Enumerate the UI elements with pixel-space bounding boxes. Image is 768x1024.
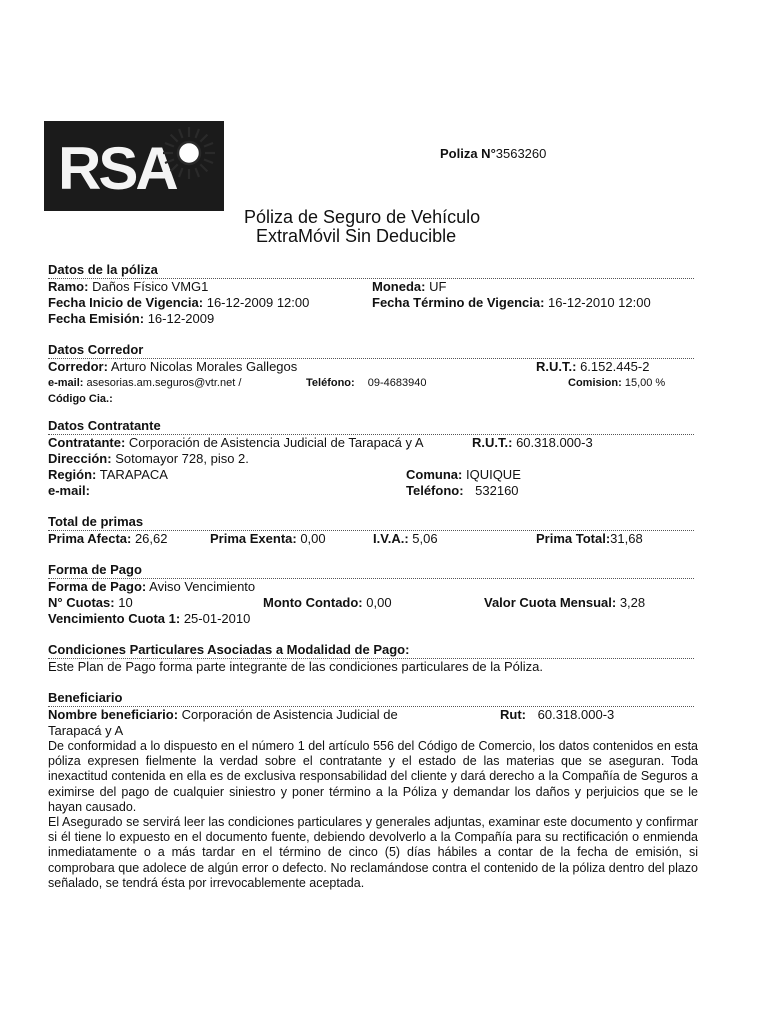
contratante-rut-value: 60.318.000-3 xyxy=(516,435,593,450)
beneficiario-value-line2: Tarapacá y A xyxy=(48,723,124,738)
corredor-telefono-label: Teléfono: xyxy=(306,377,355,389)
corredor-email-value: asesorias.am.seguros@vtr.net / xyxy=(86,377,242,389)
corredor-email-label: e-mail: xyxy=(48,377,84,389)
forma-pago-label: Forma de Pago: xyxy=(48,579,147,594)
beneficiario-rut-label: Rut: xyxy=(500,707,526,722)
vencimiento-label: Vencimiento Cuota 1: xyxy=(48,611,181,626)
ramo-label: Ramo: xyxy=(48,279,89,294)
prima-afecta-value: 26,62 xyxy=(134,531,168,546)
section-heading: Beneficiario xyxy=(48,690,694,707)
comuna-label: Comuna: xyxy=(406,467,463,482)
beneficiario-label: Nombre beneficiario: xyxy=(48,707,179,722)
region-value: TARAPACA xyxy=(99,467,168,482)
section-heading: Total de primas xyxy=(48,514,694,531)
contratante-telefono-label: Teléfono: xyxy=(406,483,464,498)
prima-afecta-label: Prima Afecta: xyxy=(48,531,132,546)
cuotas-label: N° Cuotas: xyxy=(48,595,115,610)
contratante-telefono-value: 532160 xyxy=(475,483,519,498)
policy-number-label: Poliza N° xyxy=(440,146,496,161)
policy-number xyxy=(440,146,546,161)
moneda-label: Moneda: xyxy=(372,279,426,294)
inicio-vigencia-label: Fecha Inicio de Vigencia: xyxy=(48,295,204,310)
prima-total-value: 31,68 xyxy=(610,531,643,546)
termino-vigencia-label: Fecha Término de Vigencia: xyxy=(372,295,545,310)
corredor-value: Arturo Nicolas Morales Gallegos xyxy=(110,359,298,374)
section-heading: Datos Contratante xyxy=(48,418,694,435)
cuotas-value: 10 xyxy=(118,595,133,610)
beneficiario-rut-value: 60.318.000-3 xyxy=(537,707,615,722)
forma-pago-value: Aviso Vencimiento xyxy=(149,579,256,594)
vencimiento-value: 25-01-2010 xyxy=(183,611,251,626)
contratante-rut-label: R.U.T.: xyxy=(472,435,513,450)
comision-label: Comision: xyxy=(568,377,622,389)
contratante-email-label: e-mail: xyxy=(48,483,90,498)
monto-contado-label: Monto Contado: xyxy=(263,595,363,610)
sun-logo-icon xyxy=(160,124,218,182)
section-total-primas xyxy=(48,514,694,547)
policy-number-value: 3563260 xyxy=(495,146,547,161)
title-line-1: Póliza de Seguro de Vehículo xyxy=(244,207,481,227)
section-datos-poliza xyxy=(48,262,694,327)
monto-contado-value: 0,00 xyxy=(366,595,392,610)
section-heading: Condiciones Particulares Asociadas a Modalidad de Pago: xyxy=(48,642,694,659)
prima-exenta-label: Prima Exenta: xyxy=(210,531,297,546)
valor-cuota-value: 3,28 xyxy=(619,595,646,610)
title-line-2: ExtraMóvil Sin Deducible xyxy=(256,226,457,246)
emision-label: Fecha Emisión: xyxy=(48,311,145,326)
region-label: Región: xyxy=(48,467,97,482)
iva-value: 5,06 xyxy=(412,531,438,546)
comuna-value: IQUIQUE xyxy=(465,467,521,482)
codigo-cia-label: Código Cia.: xyxy=(48,393,113,405)
corredor-rut-value: 6.152.445-2 xyxy=(580,359,650,374)
iva-label: I.V.A.: xyxy=(373,531,409,546)
ramo-value: Daños Físico VMG1 xyxy=(92,279,209,294)
section-beneficiario xyxy=(48,690,698,891)
direccion-value: Sotomayor 728, piso 2. xyxy=(115,451,249,466)
corredor-rut-label: R.U.T.: xyxy=(536,359,577,374)
corredor-telefono-value: 09-4683940 xyxy=(367,377,427,389)
section-condiciones xyxy=(48,642,694,675)
prima-total-label: Prima Total: xyxy=(536,531,611,546)
direccion-label: Dirección: xyxy=(48,451,112,466)
section-forma-pago xyxy=(48,562,694,627)
prima-exenta-value: 0,00 xyxy=(300,531,326,546)
section-datos-corredor xyxy=(48,342,694,407)
valor-cuota-label: Valor Cuota Mensual: xyxy=(484,595,617,610)
termino-vigencia-value: 16-12-2010 12:00 xyxy=(548,295,651,310)
section-datos-contratante xyxy=(48,418,694,499)
section-heading: Datos de la póliza xyxy=(48,262,694,279)
comision-value: 15,00 % xyxy=(624,377,666,389)
emision-value: 16-12-2009 xyxy=(147,311,215,326)
beneficiario-value: Corporación de Asistencia Judicial de xyxy=(181,707,398,722)
section-heading: Forma de Pago xyxy=(48,562,694,579)
section-heading: Datos Corredor xyxy=(48,342,694,359)
legal-paragraph-2: El Asegurado se servirá leer las condiciones particulares y generales adjuntas, examinar este documento y confirmar si él tiene lo expuesto en el documento fuente, debiendo devolverlo a la Compañía para su rectificación o enmienda inmediatamente o a más tardar en el término de cinco (5) días hábiles a contar de la fecha de emisión, si comprobara que adolece de algún error o defecto. No reclamándose contra el contenido de la póliza dentro del plazo señalado, se tendrá ésta por irrevocablemente aceptada. xyxy=(48,815,698,890)
document-title xyxy=(244,208,480,246)
inicio-vigencia-value: 16-12-2009 12:00 xyxy=(206,295,310,310)
contratante-value: Corporación de Asistencia Judicial de Tarapacá y A xyxy=(128,435,424,450)
contratante-label: Contratante: xyxy=(48,435,126,450)
corredor-label: Corredor: xyxy=(48,359,108,374)
condiciones-text: Este Plan de Pago forma parte integrante de las condiciones particulares de la Póliza. xyxy=(48,659,544,674)
moneda-value: UF xyxy=(429,279,447,294)
legal-paragraph-1: De conformidad a lo dispuesto en el número 1 del artículo 556 del Código de Comercio, los datos contenidos en esta póliza expresen fielmente la verdad sobre el contratante y el estado de las materias que se aseguran. Toda inexactitud contenida en ella es de exclusiva responsabilidad del cliente y dará derecho a la Compañía de Seguros a eximirse del pago de cualquier siniestro y poner término a la Póliza y demandar los daños y perjuicios que se le hayan causado. xyxy=(48,739,698,814)
logo-text: RSA xyxy=(58,135,176,202)
